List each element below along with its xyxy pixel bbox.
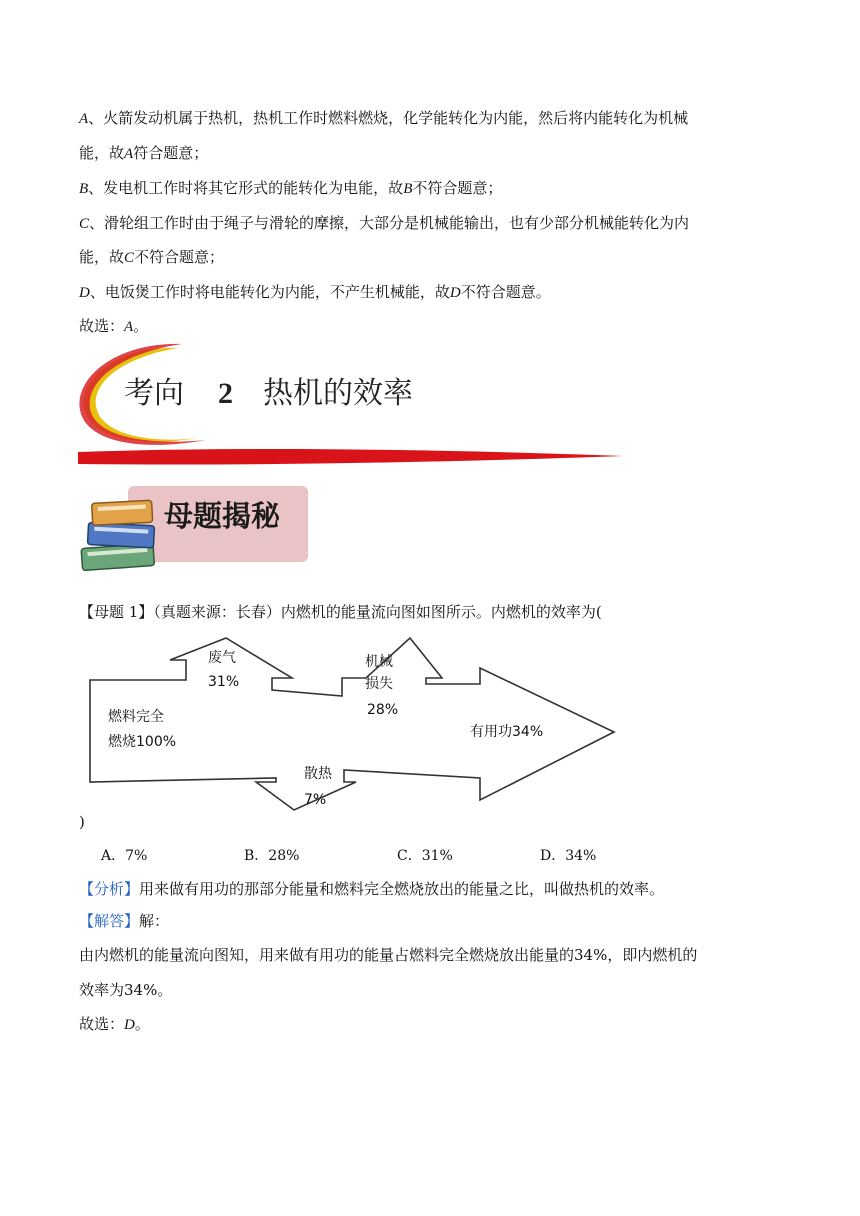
heat-loss-label-line1: 散热 — [304, 766, 332, 782]
option-a-explanation-line2: 能，故A符合题意； — [79, 144, 209, 162]
option-b-explanation: B、发电机工作时将其它形式的能转化为电能，故B不符合题意； — [79, 179, 503, 197]
question-text: 【母题 1】（真题来源：长春）内燃机的能量流向图如图所示。内燃机的效率为( — [79, 603, 602, 621]
fuel-label-line1: 燃料完全 — [108, 709, 164, 725]
answer-tag: 【解答】 — [79, 912, 140, 930]
section-heading — [78, 340, 638, 470]
energy-flow-diagram — [80, 632, 620, 812]
useful-work-label: 有用功34% — [470, 724, 544, 740]
analysis: 【分析】用来做有用功的那部分能量和燃料完全燃烧放出的能量之比，叫做热机的效率。 — [79, 880, 665, 898]
question-close-paren: ) — [79, 813, 85, 831]
books-icon — [78, 490, 162, 580]
option-a-explanation-line1: A、火箭发动机属于热机，热机工作时燃料燃烧，化学能转化为内能，然后将内能转化为机械 — [79, 109, 689, 127]
option-c-explanation-line1: C、滑轮组工作时由于绳子与滑轮的摩擦，大部分是机械能输出，也有少部分机械能转化为内 — [79, 214, 690, 232]
final-answer-choice: 故选：D。 — [79, 1015, 150, 1033]
mech-loss-label-line2: 损失 — [365, 676, 393, 692]
answer-header: 【解答】解： — [79, 912, 170, 930]
heat-loss-label-line2: 7% — [304, 792, 327, 808]
fuel-label-line2: 燃烧100% — [108, 734, 177, 750]
answer-line2: 效率为34%。 — [79, 981, 173, 999]
choice-a: A．7% — [101, 848, 148, 864]
mech-loss-label-line3: 28% — [367, 702, 399, 718]
exhaust-label-line2: 31% — [208, 674, 240, 690]
mother-title: 母题揭秘 — [164, 499, 281, 533]
choice-b: B．28% — [244, 848, 300, 864]
choice-d: D．34% — [540, 848, 597, 864]
mech-loss-label-line1: 机械 — [365, 654, 393, 670]
answer-line1: 由内燃机的能量流向图知，用来做有用功的能量占燃料完全燃烧放出能量的34%，即内燃机的 — [79, 946, 698, 964]
option-c-explanation-line2: 能，故C不符合题意； — [79, 248, 225, 266]
exhaust-label-line1: 废气 — [208, 650, 236, 666]
option-d-explanation: D、电饭煲工作时将电能转化为内能，不产生机械能，故D不符合题意。 — [79, 283, 551, 301]
choice-c: C．31% — [397, 848, 453, 864]
analysis-tag: 【分析】 — [79, 880, 140, 898]
first-answer-choice: 故选：A。 — [79, 317, 149, 335]
section-heading-text: 考向 2 热机的效率 — [124, 376, 413, 411]
letter-a: A — [79, 111, 89, 127]
